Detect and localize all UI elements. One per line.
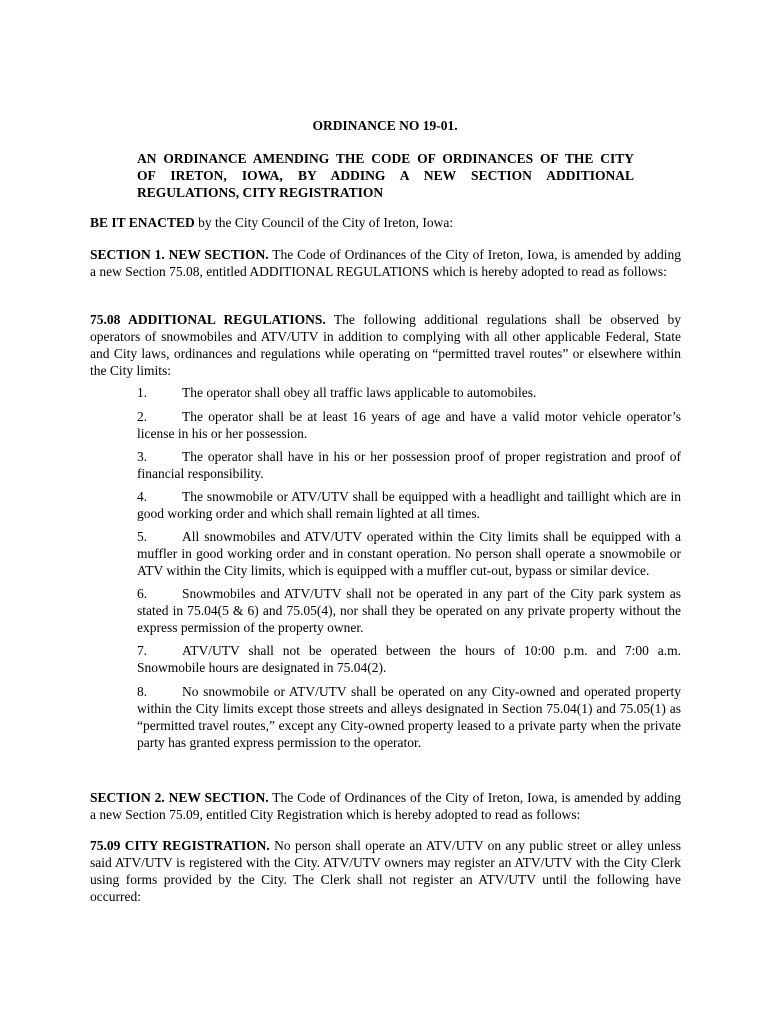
section-1-text: The Code of Ordinances of the City of Ireton, Iowa, is amended by adding a new Section 75.08, entitled ADDITIONAL REGULATIONS which is hereby adopted to read as follows: [90, 247, 681, 279]
item-text: ATV/UTV shall not be operated between the hours of 10:00 p.m. and 7:00 a.m. Snowmobile hours are designated in 75.04(2). [137, 643, 681, 675]
section-75-08-text: The following additional regulations shall be observed by operators of snowmobiles and ATV/UTV in addition to complying with all other applicable Federal, State and City laws, ordinances and regulations while operating on “permitted travel routes” or elsewhere within the City limits: [90, 312, 682, 378]
list-item [137, 448, 681, 482]
subtitle-line: OF IRETON, IOWA, BY ADDING A NEW SECTION ADDITIONAL [137, 168, 634, 183]
item-text: All snowmobiles and ATV/UTV operated within the City limits shall be equipped with a muffler in good working order and in constant operation. No person shall operate a snowmobile or ATV within the City limits, which is equipped with a muffler cut-out, bypass or similar device. [137, 529, 681, 578]
subtitle-line: REGULATIONS, CITY REGISTRATION [137, 185, 384, 200]
item-number: 6. [137, 586, 148, 601]
section-75-09 [90, 837, 681, 905]
item-text: The operator shall obey all traffic laws applicable to automobiles. [182, 385, 537, 400]
ordinance-title: ORDINANCE NO 19-01. [312, 118, 458, 133]
item-text: No snowmobile or ATV/UTV shall be operated on any City-owned and operated property within the City limits except those streets and alleys designated in Section 75.04(1) and 75.05(1) as “permitted travel routes,” except any City-owned property leased to a private party when the private party has granted express permission to the operator. [137, 684, 681, 750]
item-number: 5. [137, 529, 148, 544]
item-number: 8. [137, 684, 148, 699]
section-2-heading: SECTION 2. NEW SECTION. [90, 790, 269, 805]
ordinance-subtitle [137, 150, 634, 201]
item-text: Snowmobiles and ATV/UTV shall not be operated in any part of the City park system as stated in 75.04(5 & 6) and 75.05(4), nor shall they be operated on any private property without the express permission of the property owner. [137, 586, 681, 635]
item-number: 7. [137, 643, 148, 658]
list-item [137, 408, 681, 442]
item-text: The operator shall have in his or her possession proof of proper registration and proof of financial responsibility. [137, 449, 681, 481]
section-1-heading: SECTION 1. NEW SECTION. [90, 247, 269, 262]
item-text: The operator shall be at least 16 years of age and have a valid motor vehicle operator’s license in his or her possession. [137, 409, 681, 441]
list-item [137, 683, 681, 751]
item-number: 4. [137, 489, 148, 504]
section-75-09-text: No person shall operate an ATV/UTV on any public street or alley unless said ATV/UTV is registered with the City. ATV/UTV owners may register an ATV/UTV with the City Clerk using forms provided by the City. The Clerk shall not register an ATV/UTV until the following have occurred: [90, 838, 681, 904]
list-item [137, 384, 681, 401]
enacted-clause [90, 214, 681, 231]
section-75-08 [90, 311, 681, 379]
subtitle-line: AN ORDINANCE AMENDING THE CODE OF ORDINANCES OF THE CITY [137, 151, 634, 166]
section-2-text: The Code of Ordinances of the City of Ireton, Iowa, is amended by adding a new Section 75.09, entitled City Registration which is hereby adopted to read as follows: [90, 790, 681, 822]
list-item [137, 528, 681, 579]
section-75-09-heading: 75.09 CITY REGISTRATION. [90, 838, 270, 853]
item-text: The snowmobile or ATV/UTV shall be equipped with a headlight and taillight which are in good working order and which shall remain lighted at all times. [137, 489, 681, 521]
list-item [137, 488, 681, 522]
item-number: 2. [137, 409, 148, 424]
section-1 [90, 246, 681, 280]
enacted-bold: BE IT ENACTED [90, 215, 195, 230]
item-number: 3. [137, 449, 148, 464]
list-item [137, 642, 681, 676]
item-number: 1. [137, 385, 148, 400]
section-75-08-heading: 75.08 ADDITIONAL REGULATIONS. [90, 312, 326, 327]
list-item [137, 585, 681, 636]
enacted-text: by the City Council of the City of Ireton, Iowa: [194, 215, 454, 230]
section-2 [90, 789, 681, 823]
